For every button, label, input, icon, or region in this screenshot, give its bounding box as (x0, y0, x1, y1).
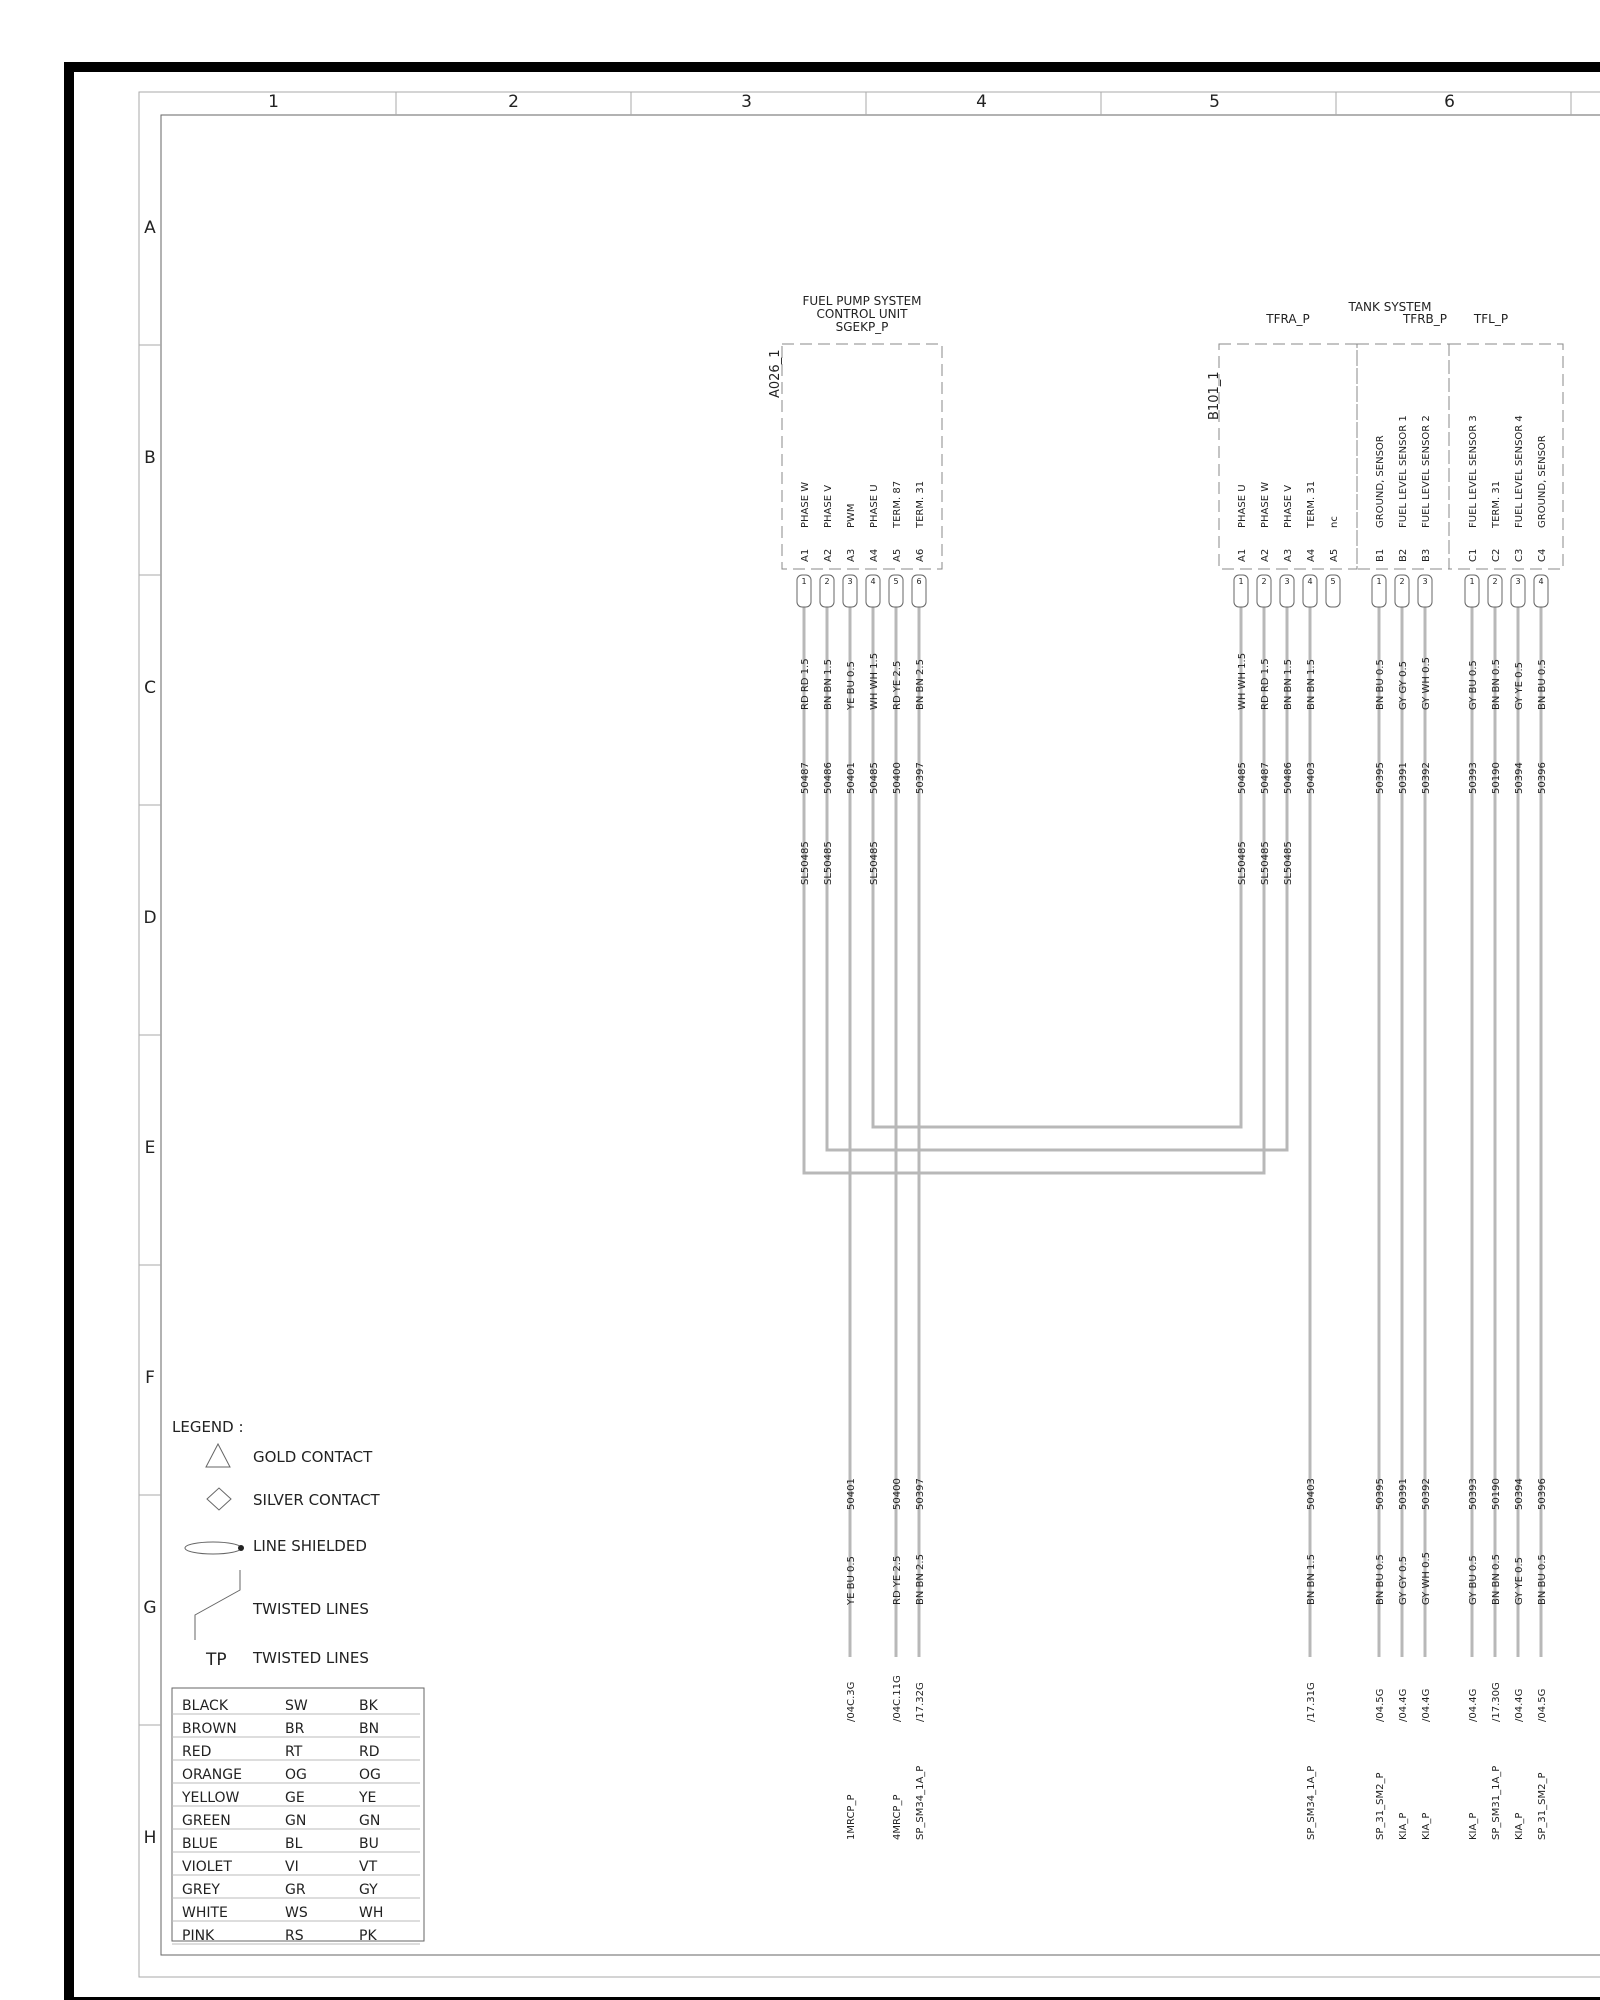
color-name: BROWN (182, 1721, 237, 1737)
pin-function-label: FUEL LEVEL SENSOR 3 (1468, 415, 1479, 528)
bottom-page-ref: /04.4G (1398, 1688, 1409, 1722)
color-code-en: WH (359, 1905, 384, 1921)
bottom-destination: KIA_P (1421, 1812, 1432, 1840)
bottom-destination: KIA_P (1514, 1812, 1525, 1840)
pin-function-label: PHASE U (1237, 484, 1248, 528)
pin-function-label: PWM (846, 503, 857, 528)
zone-row-label: H (143, 1828, 157, 1848)
legend-item-label: TWISTED LINES (253, 1649, 369, 1667)
wire-color-label: WH WH 1.5 (1237, 652, 1248, 710)
bottom-signal-number: 50392 (1421, 1478, 1432, 1510)
pin-id-label: A3 (846, 548, 857, 562)
pin-id-label: A6 (915, 548, 926, 562)
zone-row-label: G (143, 1598, 157, 1618)
signal-number: 50487 (1260, 762, 1271, 794)
wire-color-label: BN BN 1.5 (823, 659, 834, 710)
bottom-signal-number: 50400 (892, 1478, 903, 1510)
color-name: BLACK (182, 1698, 229, 1714)
bottom-signal-number: 50190 (1491, 1478, 1502, 1510)
pin-function-label: PHASE W (800, 481, 811, 528)
wire-phase-u (873, 607, 1241, 1127)
pin-function-label: PHASE U (869, 484, 880, 528)
bottom-signal-number: 50396 (1537, 1478, 1548, 1510)
fuel-pump-title: SGEKP_P (835, 320, 889, 334)
color-name: GREEN (182, 1813, 231, 1829)
color-code-de: GE (285, 1790, 305, 1806)
pin-id-label: C2 (1491, 548, 1502, 562)
bottom-wire-color: GY WH 0.5 (1421, 1551, 1432, 1605)
zone-row-label: B (144, 448, 156, 468)
signal-number: 50393 (1468, 762, 1479, 794)
bottom-page-ref: /04.4G (1468, 1688, 1479, 1722)
bottom-destination: SP_SM31_1A_P (1491, 1765, 1502, 1840)
pin-id-label: A2 (823, 548, 834, 562)
bottom-signal-number: 50401 (846, 1478, 857, 1510)
pin-number: 6 (916, 577, 922, 586)
bottom-destination: SP_31_SM2_P (1375, 1772, 1386, 1840)
zone-column-label: 2 (508, 92, 519, 112)
bottom-signal-number: 50403 (1306, 1478, 1317, 1510)
pin-function-label: FUEL LEVEL SENSOR 1 (1398, 415, 1409, 528)
bottom-signal-number: 50393 (1468, 1478, 1479, 1510)
bottom-destination: KIA_P (1468, 1812, 1479, 1840)
pin-id-label: C1 (1468, 548, 1479, 562)
color-name: WHITE (182, 1905, 228, 1921)
color-code-en: RD (359, 1744, 380, 1760)
color-code-de: RS (285, 1928, 304, 1944)
pin-function-label: GROUND, SENSOR (1375, 435, 1386, 528)
zone-row-label: C (144, 678, 156, 698)
pin-function-label: PHASE V (1283, 484, 1294, 528)
tank-group-name: TFRA_P (1266, 312, 1310, 326)
tank-group-name: TFL_P (1473, 312, 1509, 326)
bottom-signal-number: 50395 (1375, 1478, 1386, 1510)
signal-number: 50486 (1283, 762, 1294, 794)
bottom-wire-color: BN BN 0.5 (1491, 1554, 1502, 1605)
color-code-de: BR (285, 1721, 305, 1737)
wire-color-label: BN BN 1.5 (1306, 659, 1317, 710)
bottom-page-ref: /04C.3G (846, 1681, 857, 1722)
pin-function-label: FUEL LEVEL SENSOR 2 (1421, 415, 1432, 528)
tp-icon: TP (206, 1650, 227, 1670)
color-code-de: BL (285, 1836, 303, 1852)
signal-number: 50486 (823, 762, 834, 794)
bottom-signal-number: 50397 (915, 1478, 926, 1510)
pin-function-label: TERM. 31 (1491, 480, 1502, 528)
zone-column-label: 1 (268, 92, 279, 112)
signal-number: 50485 (1237, 762, 1248, 794)
wire-color-label: RD RD 1.5 (800, 658, 811, 710)
signal-number: 50394 (1514, 762, 1525, 794)
color-code-de: OG (285, 1767, 307, 1783)
signal-number: 50392 (1421, 762, 1432, 794)
legend-title: LEGEND : (172, 1418, 244, 1436)
pin-function-label: TERM. 31 (1306, 480, 1317, 528)
pin-id-label: A4 (869, 548, 880, 562)
shield-label: SL50485 (800, 841, 811, 885)
color-code-en: GY (359, 1882, 378, 1898)
bottom-page-ref: /04.5G (1375, 1688, 1386, 1722)
bottom-wire-color: RD YE 2.5 (892, 1555, 903, 1605)
zone-row-label: E (144, 1138, 156, 1158)
pin-function-label: TERM. 87 (892, 480, 903, 528)
tank-group-box (1219, 344, 1357, 569)
pin-function-label: TERM. 31 (915, 480, 926, 528)
signal-number: 50397 (915, 762, 926, 794)
wire-color-label: RD RD 1.5 (1260, 658, 1271, 710)
pin-id-label: C3 (1514, 548, 1525, 562)
color-name: ORANGE (182, 1767, 242, 1783)
signal-number: 50485 (869, 762, 880, 794)
legend-item-label: TWISTED LINES (253, 1600, 369, 1618)
pin-number: 1 (801, 577, 807, 586)
wire-color-label: BN BU 0.5 (1537, 659, 1548, 710)
shield-label: SL50485 (1283, 841, 1294, 885)
pin-id-label: A1 (1237, 548, 1248, 562)
signal-number: 50487 (800, 762, 811, 794)
pin-id-label: A4 (1306, 548, 1317, 562)
bottom-wire-color: BN BU 0.5 (1375, 1554, 1386, 1605)
pin-id-label: B2 (1398, 548, 1409, 562)
bottom-signal-number: 50391 (1398, 1478, 1409, 1510)
bottom-destination: KIA_P (1398, 1812, 1409, 1840)
pin-id-label: A1 (800, 548, 811, 562)
zone-column-label: 5 (1209, 92, 1220, 112)
legend-item-label: SILVER CONTACT (253, 1491, 380, 1509)
pin-function-label: GROUND, SENSOR (1537, 435, 1548, 528)
tank-system-ref: B101_1 (1207, 371, 1222, 420)
bottom-page-ref: /04.5G (1537, 1688, 1548, 1722)
zone-column-label: 6 (1444, 92, 1455, 112)
legend-item-label: GOLD CONTACT (253, 1448, 373, 1466)
pin-number: 3 (1422, 577, 1428, 586)
color-name: VIOLET (182, 1859, 232, 1875)
bottom-signal-number: 50394 (1514, 1478, 1525, 1510)
shield-label: SL50485 (869, 841, 880, 885)
color-name: GREY (182, 1882, 220, 1898)
fuel-pump-title: CONTROL UNIT (816, 307, 908, 321)
fuel-pump-box (782, 344, 942, 569)
tank-system-title: TANK SYSTEM (1348, 300, 1432, 314)
pin-number: 1 (1469, 577, 1475, 586)
signal-number: 50396 (1537, 762, 1548, 794)
pin-number: 1 (1376, 577, 1382, 586)
bottom-wire-color: YE BU 0.5 (846, 1556, 857, 1605)
shield-label: SL50485 (1237, 841, 1248, 885)
wire-color-label: RD YE 2.5 (892, 660, 903, 710)
signal-number: 50395 (1375, 762, 1386, 794)
pin-number: 2 (1492, 577, 1498, 586)
pin-number: 1 (1238, 577, 1244, 586)
signal-number: 50391 (1398, 762, 1409, 794)
pin-id-label: A3 (1283, 548, 1294, 562)
color-code-en: BK (359, 1698, 378, 1714)
tank-group-name: TFRB_P (1402, 312, 1448, 326)
pin-number: 4 (870, 577, 876, 586)
zone-column-label: 3 (741, 92, 752, 112)
wire-color-label: BN BU 0.5 (1375, 659, 1386, 710)
pin-number: 4 (1538, 577, 1544, 586)
zone-row-label: A (144, 218, 156, 238)
twisted-lines-icon (195, 1570, 240, 1640)
bottom-destination: SP_SM34_1A_P (915, 1765, 926, 1840)
zone-row-label: F (145, 1368, 155, 1388)
pin-number: 2 (824, 577, 830, 586)
wire-color-label: GY GY 0.5 (1398, 661, 1409, 710)
pin-id-label: C4 (1537, 548, 1548, 562)
shield-label: SL50485 (823, 841, 834, 885)
shield-dot-icon (238, 1545, 244, 1551)
color-code-en: OG (359, 1767, 381, 1783)
shield-icon (185, 1542, 241, 1554)
pin-number: 2 (1399, 577, 1405, 586)
color-name: PINK (182, 1928, 215, 1944)
signal-number: 50403 (1306, 762, 1317, 794)
silver-contact-icon (207, 1488, 231, 1510)
pin-id-label: B3 (1421, 548, 1432, 562)
wire-color-label: BN BN 2.5 (915, 659, 926, 710)
wire-color-label: BN BN 0.5 (1491, 659, 1502, 710)
bottom-page-ref: /04.4G (1421, 1688, 1432, 1722)
color-code-de: VI (285, 1859, 299, 1875)
wire-color-label: GY BU 0.5 (1468, 660, 1479, 710)
bottom-destination: SP_31_SM2_P (1537, 1772, 1548, 1840)
bottom-page-ref: /17.30G (1491, 1682, 1502, 1722)
wire-color-label: GY WH 0.5 (1421, 656, 1432, 710)
pin-function-label: PHASE W (1260, 481, 1271, 528)
wire-color-label: BN BN 1.5 (1283, 659, 1294, 710)
zone-row-label: D (143, 908, 157, 928)
bottom-wire-color: BN BN 2.5 (915, 1554, 926, 1605)
color-code-en: BU (359, 1836, 379, 1852)
bottom-destination: 4MRCP_P (892, 1794, 903, 1840)
pin-function-label: PHASE V (823, 484, 834, 528)
bottom-page-ref: /04C.11G (892, 1675, 903, 1722)
bottom-wire-color: GY BU 0.5 (1468, 1555, 1479, 1605)
color-code-en: YE (359, 1790, 377, 1806)
signal-number: 50401 (846, 762, 857, 794)
pin-function-label: nc (1329, 516, 1340, 528)
bottom-page-ref: /17.31G (1306, 1682, 1317, 1722)
wire-color-label: GY YE 0.5 (1514, 661, 1525, 710)
pin-number: 5 (1330, 577, 1336, 586)
color-name: RED (182, 1744, 212, 1760)
color-code-de: SW (285, 1698, 308, 1714)
pin-number: 4 (1307, 577, 1313, 586)
bottom-destination: 1MRCP_P (846, 1794, 857, 1840)
pin-number: 3 (1515, 577, 1521, 586)
wire-color-label: YE BU 0.5 (846, 661, 857, 710)
fuel-pump-ref: A026_1 (768, 349, 783, 398)
pin-function-label: FUEL LEVEL SENSOR 4 (1514, 415, 1525, 528)
color-code-de: GN (285, 1813, 307, 1829)
pin-number: 3 (847, 577, 853, 586)
wire-color-label: WH WH 1.5 (869, 652, 880, 710)
color-code-de: GR (285, 1882, 306, 1898)
drawing-frame (161, 115, 1600, 1955)
color-code-en: PK (359, 1928, 377, 1944)
zone-column-label: 4 (976, 92, 987, 112)
legend-item-label: LINE SHIELDED (253, 1537, 367, 1555)
shield-label: SL50485 (1260, 841, 1271, 885)
pin-number: 3 (1284, 577, 1290, 586)
signal-number: 50190 (1491, 762, 1502, 794)
color-code-en: GN (359, 1813, 381, 1829)
color-code-en: BN (359, 1721, 380, 1737)
color-name: YELLOW (182, 1790, 240, 1806)
color-code-en: VT (359, 1859, 378, 1875)
pin-number: 5 (893, 577, 899, 586)
gold-contact-icon (206, 1444, 230, 1467)
pin-id-label: B1 (1375, 548, 1386, 562)
pin-id-label: A2 (1260, 548, 1271, 562)
color-code-de: RT (285, 1744, 303, 1760)
color-name: BLUE (182, 1836, 218, 1852)
bottom-destination: SP_SM34_1A_P (1306, 1765, 1317, 1840)
signal-number: 50400 (892, 762, 903, 794)
pin-number: 2 (1261, 577, 1267, 586)
pin-id-label: A5 (892, 548, 903, 562)
pin-id-label: A5 (1329, 548, 1340, 562)
color-code-de: WS (285, 1905, 308, 1921)
bottom-page-ref: /17.32G (915, 1682, 926, 1722)
bottom-wire-color: BN BU 0.5 (1537, 1554, 1548, 1605)
bottom-wire-color: BN BN 1.5 (1306, 1554, 1317, 1605)
bottom-wire-color: GY GY 0.5 (1398, 1556, 1409, 1605)
bottom-wire-color: GY YE 0.5 (1514, 1556, 1525, 1605)
bottom-page-ref: /04.4G (1514, 1688, 1525, 1722)
fuel-pump-title: FUEL PUMP SYSTEM (802, 294, 922, 308)
